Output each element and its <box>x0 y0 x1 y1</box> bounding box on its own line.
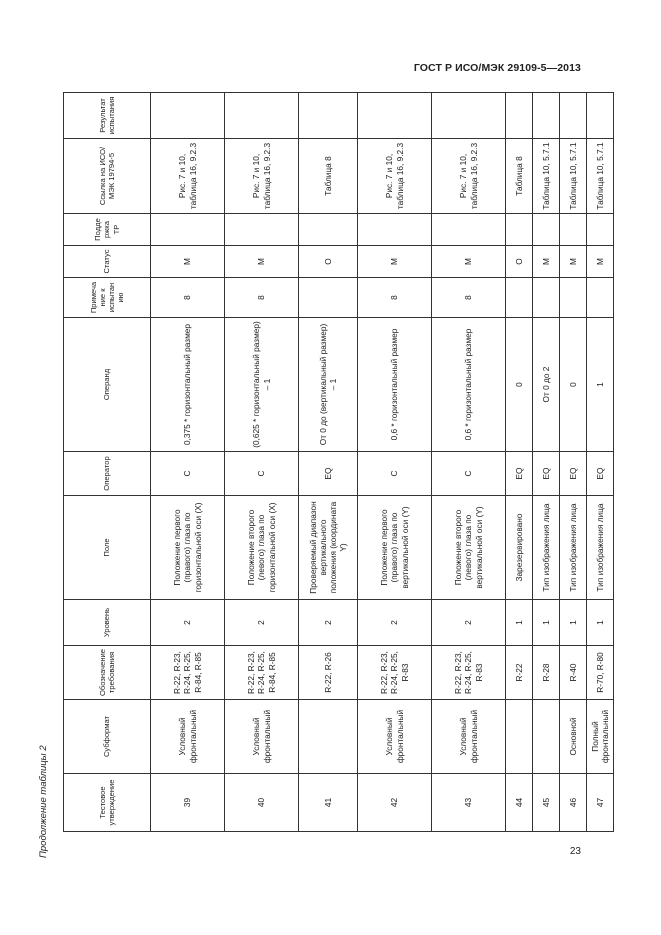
cell-operand: От 0 до (вертикальный размер) – 1 <box>299 318 358 452</box>
cell-level: 2 <box>225 600 299 646</box>
cell-id: 46 <box>560 774 587 832</box>
cell-subformat <box>299 700 358 774</box>
cell-operator: C <box>432 452 506 496</box>
cell-tp <box>225 214 299 246</box>
cell-level: 1 <box>506 600 533 646</box>
table-row <box>587 93 614 832</box>
cell-requirement: R-22, R-23, R-24, R-25, R-83 <box>358 646 432 700</box>
table-caption: Продолжение таблицы 2 <box>38 745 49 858</box>
cell-reference: Рис. 7 и 10, таблица 16, 9.2.3 <box>432 139 506 214</box>
cell-tp <box>358 214 432 246</box>
cell-result <box>151 93 225 139</box>
cell-requirement: R-22, R-23, R-24, R-25, R-84, R-85 <box>225 646 299 700</box>
cell-id: 44 <box>506 774 533 832</box>
cell-requirement: R-40 <box>560 646 587 700</box>
cell-requirement: R-70, R-80 <box>587 646 614 700</box>
cell-field: Тип изображения лица <box>587 496 614 600</box>
cell-requirement: R-22, R-23, R-24, R-25, R-84, R-85 <box>151 646 225 700</box>
cell-field: Положение второго (левого) глаза по вертикальной оси (Y) <box>432 496 506 600</box>
column-header: Оператор <box>64 452 151 496</box>
cell-level: 1 <box>587 600 614 646</box>
column-header: Статус <box>64 246 151 278</box>
cell-result <box>587 93 614 139</box>
cell-operator: EQ <box>506 452 533 496</box>
cell-requirement: R-28 <box>533 646 560 700</box>
cell-tp <box>299 214 358 246</box>
cell-requirement: R-22, R-23, R-24, R-25, R-83 <box>432 646 506 700</box>
spec-table <box>63 92 614 832</box>
cell-operand: От 0 до 2 <box>533 318 560 452</box>
column-header: Примечание к испытанию <box>64 278 151 318</box>
cell-status: M <box>560 246 587 278</box>
cell-note <box>506 278 533 318</box>
cell-result <box>225 93 299 139</box>
cell-reference: Таблица 10, 5.7.1 <box>533 139 560 214</box>
cell-level: 1 <box>533 600 560 646</box>
cell-note <box>560 278 587 318</box>
cell-id: 43 <box>432 774 506 832</box>
cell-reference: Таблица 10, 5.7.1 <box>587 139 614 214</box>
table-row <box>506 93 533 832</box>
cell-result <box>432 93 506 139</box>
cell-field: Тип изображения лица <box>560 496 587 600</box>
cell-status: M <box>358 246 432 278</box>
table-row <box>151 93 225 832</box>
cell-status: M <box>225 246 299 278</box>
table-row <box>225 93 299 832</box>
cell-operand: 1 <box>587 318 614 452</box>
cell-tp <box>560 214 587 246</box>
cell-reference: Рис. 7 и 10, таблица 16, 9.2.3 <box>225 139 299 214</box>
cell-note: 8 <box>358 278 432 318</box>
cell-note <box>587 278 614 318</box>
cell-field: Положение первого (правого) глаза по горизонтальной оси (X) <box>151 496 225 600</box>
cell-requirement: R-22 <box>506 646 533 700</box>
cell-result <box>533 93 560 139</box>
table-row <box>358 93 432 832</box>
table-header-row <box>64 93 151 832</box>
cell-operator: C <box>151 452 225 496</box>
cell-operator: EQ <box>587 452 614 496</box>
cell-reference: Рис. 7 и 10, таблица 16, 9.2.3 <box>151 139 225 214</box>
cell-operator: C <box>358 452 432 496</box>
rotated-table-container <box>63 93 610 832</box>
cell-id: 40 <box>225 774 299 832</box>
cell-operand: (0,625 * горизонтальный размер) – 1 <box>225 318 299 452</box>
cell-field: Тип изображения лица <box>533 496 560 600</box>
column-header: Обозначение требования <box>64 646 151 700</box>
cell-id: 39 <box>151 774 225 832</box>
cell-subformat: Условный фронтальный <box>432 700 506 774</box>
cell-reference: Таблица 8 <box>299 139 358 214</box>
cell-operator: EQ <box>533 452 560 496</box>
cell-subformat: Основной <box>560 700 587 774</box>
cell-status: M <box>533 246 560 278</box>
table-row <box>299 93 358 832</box>
cell-id: 42 <box>358 774 432 832</box>
column-header: Уровень <box>64 600 151 646</box>
cell-level: 2 <box>151 600 225 646</box>
cell-note <box>299 278 358 318</box>
cell-field: Зарезервировано <box>506 496 533 600</box>
cell-field: Проверяемый диапазон вертикального положения (координата Y) <box>299 496 358 600</box>
page-number: 23 <box>569 846 581 857</box>
cell-operator: C <box>225 452 299 496</box>
cell-reference: Таблица 10, 5.7.1 <box>560 139 587 214</box>
cell-field: Положение первого (правого) глаза по вертикальной оси (Y) <box>358 496 432 600</box>
cell-result <box>358 93 432 139</box>
cell-note: 8 <box>432 278 506 318</box>
cell-level: 2 <box>358 600 432 646</box>
cell-subformat: Условный фронтальный <box>151 700 225 774</box>
cell-operand: 0,375 * горизонтальный размер <box>151 318 225 452</box>
cell-operand: 0 <box>506 318 533 452</box>
table-row <box>560 93 587 832</box>
cell-subformat <box>533 700 560 774</box>
cell-note <box>533 278 560 318</box>
cell-status: M <box>587 246 614 278</box>
column-header: Поддержка ТР <box>64 214 151 246</box>
cell-tp <box>151 214 225 246</box>
cell-tp <box>587 214 614 246</box>
table-row <box>533 93 560 832</box>
cell-result <box>560 93 587 139</box>
cell-status: M <box>432 246 506 278</box>
cell-operator: EQ <box>299 452 358 496</box>
cell-field: Положение второго (левого) глаза по горизонтальной оси (X) <box>225 496 299 600</box>
column-header: Ссылка на ИСО/МЭК 19794-5 <box>64 139 151 214</box>
cell-subformat <box>506 700 533 774</box>
cell-tp <box>432 214 506 246</box>
column-header: Субформат <box>64 700 151 774</box>
cell-level: 1 <box>560 600 587 646</box>
cell-status: O <box>299 246 358 278</box>
cell-note: 8 <box>225 278 299 318</box>
cell-reference: Рис. 7 и 10, таблица 16, 9.2.3 <box>358 139 432 214</box>
cell-requirement: R-22, R-26 <box>299 646 358 700</box>
cell-operator: EQ <box>560 452 587 496</box>
cell-note: 8 <box>151 278 225 318</box>
document-header: ГОСТ Р ИСО/МЭК 29109-5—2013 <box>413 62 581 74</box>
cell-subformat: Условный фронтальный <box>225 700 299 774</box>
table-row <box>432 93 506 832</box>
column-header: Тестовое утверждение <box>64 774 151 832</box>
column-header: Результат испытания <box>64 93 151 139</box>
cell-id: 47 <box>587 774 614 832</box>
cell-operand: 0,6 * горизонтальный размер <box>358 318 432 452</box>
column-header: Операнд <box>64 318 151 452</box>
cell-tp <box>533 214 560 246</box>
cell-status: O <box>506 246 533 278</box>
cell-subformat: Условный фронтальный <box>358 700 432 774</box>
cell-status: M <box>151 246 225 278</box>
cell-level: 2 <box>299 600 358 646</box>
cell-result <box>506 93 533 139</box>
cell-id: 41 <box>299 774 358 832</box>
cell-tp <box>506 214 533 246</box>
cell-id: 45 <box>533 774 560 832</box>
cell-result <box>299 93 358 139</box>
cell-operand: 0 <box>560 318 587 452</box>
cell-reference: Таблица 8 <box>506 139 533 214</box>
cell-operand: 0,6 * горизонтальный размер <box>432 318 506 452</box>
cell-subformat: Полный фронтальный <box>587 700 614 774</box>
column-header: Поле <box>64 496 151 600</box>
cell-level: 2 <box>432 600 506 646</box>
